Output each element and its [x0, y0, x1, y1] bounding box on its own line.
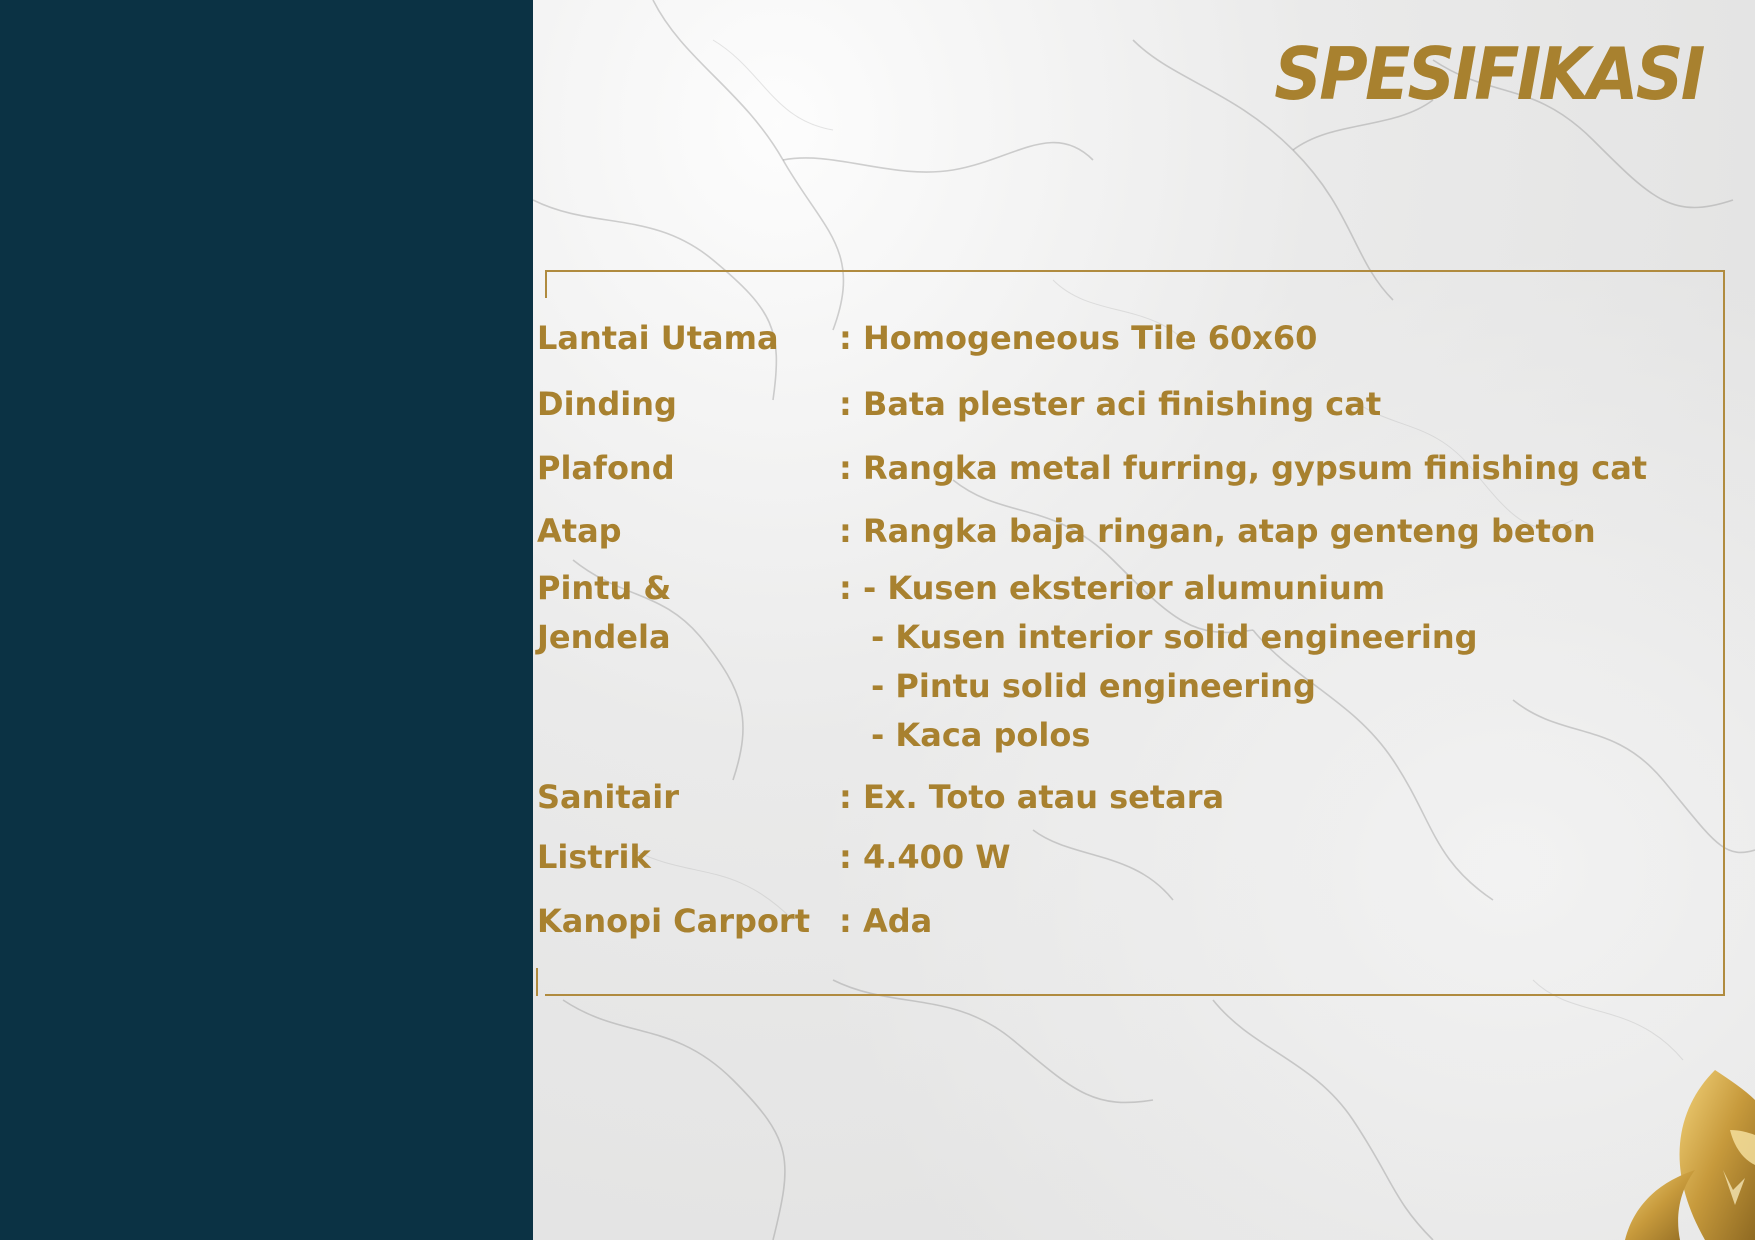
- spec-value: : 4.400 W: [839, 838, 1011, 876]
- spec-value: : Homogeneous Tile 60x60: [839, 319, 1318, 357]
- spec-value: : Ex. Toto atau setara: [839, 778, 1225, 816]
- spec-label-line-2: Jendela: [537, 618, 671, 656]
- navy-side-panel: [0, 0, 533, 1240]
- spec-sub-value: - Kusen interior solid engineering: [871, 618, 1478, 656]
- spec-label-line-1: Pintu &: [537, 569, 672, 607]
- spec-label: Sanitair: [537, 778, 680, 816]
- spec-label: Plafond: [537, 449, 675, 487]
- spec-row-pintu-jendela: [537, 563, 1737, 763]
- spec-label: Kanopi Carport: [537, 902, 810, 940]
- spec-sub-value: - Pintu solid engineering: [871, 667, 1316, 705]
- spec-sub-value: - Kaca polos: [871, 716, 1091, 754]
- gold-leaf-ornament-icon: [1595, 1060, 1755, 1240]
- spec-value: : Bata plester aci finishing cat: [839, 385, 1382, 423]
- spec-value: : Rangka baja ringan, atap genteng beton: [839, 512, 1596, 550]
- spec-label: Listrik: [537, 838, 651, 876]
- spec-label: Atap: [537, 512, 622, 550]
- spec-label: Lantai Utama: [537, 319, 779, 357]
- spec-value: : - Kusen eksterior alumunium: [839, 569, 1386, 607]
- spec-list: [537, 0, 1737, 1240]
- spec-label: Dinding: [537, 385, 677, 423]
- page-title: SPESIFIKASI: [1274, 32, 1703, 116]
- spec-value: : Rangka metal furring, gypsum finishing cat: [839, 449, 1648, 487]
- spec-value: : Ada: [839, 902, 933, 940]
